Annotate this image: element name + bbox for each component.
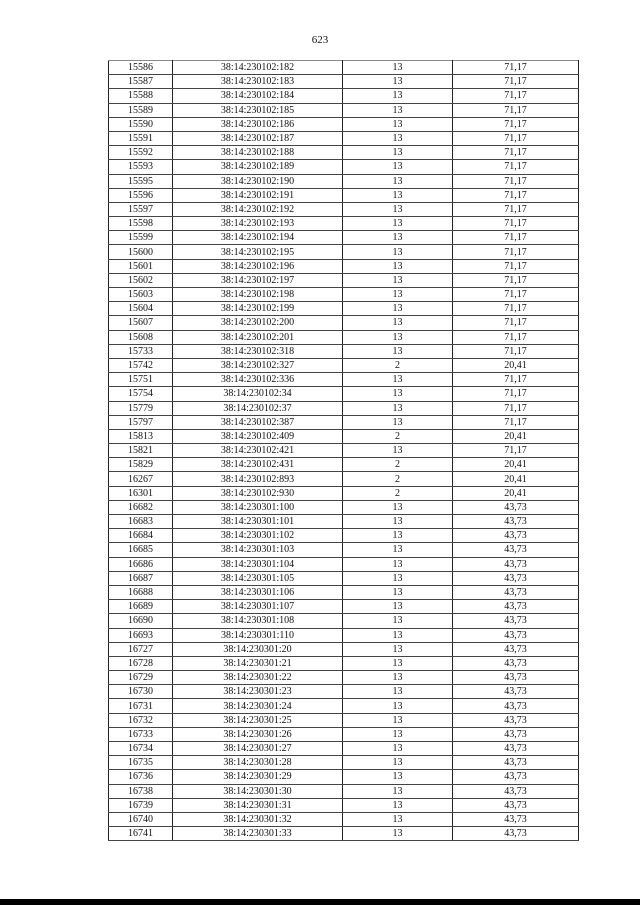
cadastral-number-cell: 38:14:230102:183 bbox=[173, 75, 343, 89]
quantity-cell: 13 bbox=[343, 798, 453, 812]
value-cell: 43,73 bbox=[453, 812, 579, 826]
value-cell: 20,41 bbox=[453, 358, 579, 372]
table-row bbox=[109, 444, 579, 458]
row-number-cell: 16727 bbox=[109, 642, 173, 656]
quantity-cell: 13 bbox=[343, 75, 453, 89]
table-row bbox=[109, 188, 579, 202]
cadastral-number-cell: 38:14:230102:189 bbox=[173, 160, 343, 174]
cadastral-number-cell: 38:14:230102:193 bbox=[173, 217, 343, 231]
value-cell: 43,73 bbox=[453, 628, 579, 642]
row-number-cell: 16683 bbox=[109, 515, 173, 529]
table-row bbox=[109, 727, 579, 741]
cadastral-number-cell: 38:14:230301:27 bbox=[173, 742, 343, 756]
quantity-cell: 13 bbox=[343, 202, 453, 216]
table-row bbox=[109, 685, 579, 699]
value-cell: 43,73 bbox=[453, 543, 579, 557]
quantity-cell: 13 bbox=[343, 642, 453, 656]
value-cell: 71,17 bbox=[453, 146, 579, 160]
cadastral-number-cell: 38:14:230102:318 bbox=[173, 344, 343, 358]
value-cell: 43,73 bbox=[453, 827, 579, 841]
row-number-cell: 15593 bbox=[109, 160, 173, 174]
quantity-cell: 13 bbox=[343, 288, 453, 302]
quantity-cell: 13 bbox=[343, 188, 453, 202]
row-number-cell: 16739 bbox=[109, 798, 173, 812]
table-row bbox=[109, 827, 579, 841]
cadastral-number-cell: 38:14:230301:20 bbox=[173, 642, 343, 656]
quantity-cell: 13 bbox=[343, 217, 453, 231]
value-cell: 43,73 bbox=[453, 770, 579, 784]
quantity-cell: 13 bbox=[343, 273, 453, 287]
quantity-cell: 13 bbox=[343, 259, 453, 273]
table-row bbox=[109, 330, 579, 344]
cadastral-number-cell: 38:14:230102:431 bbox=[173, 458, 343, 472]
row-number-cell: 15604 bbox=[109, 302, 173, 316]
cadastral-number-cell: 38:14:230102:190 bbox=[173, 174, 343, 188]
cadastral-number-cell: 38:14:230102:187 bbox=[173, 131, 343, 145]
table-row bbox=[109, 160, 579, 174]
table-row bbox=[109, 529, 579, 543]
cadastral-number-cell: 38:14:230301:106 bbox=[173, 585, 343, 599]
table-row bbox=[109, 600, 579, 614]
row-number-cell: 16736 bbox=[109, 770, 173, 784]
table-row bbox=[109, 273, 579, 287]
row-number-cell: 16728 bbox=[109, 656, 173, 670]
row-number-cell: 15603 bbox=[109, 288, 173, 302]
quantity-cell: 2 bbox=[343, 358, 453, 372]
table-row bbox=[109, 500, 579, 514]
cadastral-number-cell: 38:14:230102:186 bbox=[173, 117, 343, 131]
table-row bbox=[109, 713, 579, 727]
table-row bbox=[109, 585, 579, 599]
quantity-cell: 13 bbox=[343, 628, 453, 642]
cadastral-number-cell: 38:14:230102:194 bbox=[173, 231, 343, 245]
row-number-cell: 16741 bbox=[109, 827, 173, 841]
cadastral-number-cell: 38:14:230102:184 bbox=[173, 89, 343, 103]
table-row bbox=[109, 89, 579, 103]
table-row bbox=[109, 344, 579, 358]
table-row bbox=[109, 628, 579, 642]
value-cell: 43,73 bbox=[453, 600, 579, 614]
value-cell: 71,17 bbox=[453, 117, 579, 131]
cadastral-number-cell: 38:14:230102:327 bbox=[173, 358, 343, 372]
row-number-cell: 15733 bbox=[109, 344, 173, 358]
row-number-cell: 16731 bbox=[109, 699, 173, 713]
value-cell: 43,73 bbox=[453, 671, 579, 685]
row-number-cell: 16685 bbox=[109, 543, 173, 557]
row-number-cell: 15797 bbox=[109, 415, 173, 429]
cadastral-number-cell: 38:14:230102:34 bbox=[173, 387, 343, 401]
table-row bbox=[109, 784, 579, 798]
row-number-cell: 16682 bbox=[109, 500, 173, 514]
cadastral-number-cell: 38:14:230102:409 bbox=[173, 429, 343, 443]
row-number-cell: 15596 bbox=[109, 188, 173, 202]
cadastral-number-cell: 38:14:230301:23 bbox=[173, 685, 343, 699]
quantity-cell: 13 bbox=[343, 571, 453, 585]
cadastral-number-cell: 38:14:230301:101 bbox=[173, 515, 343, 529]
quantity-cell: 13 bbox=[343, 117, 453, 131]
cadastral-number-cell: 38:14:230102:930 bbox=[173, 486, 343, 500]
cadastral-number-cell: 38:14:230102:185 bbox=[173, 103, 343, 117]
value-cell: 71,17 bbox=[453, 273, 579, 287]
cadastral-number-cell: 38:14:230102:199 bbox=[173, 302, 343, 316]
value-cell: 43,73 bbox=[453, 685, 579, 699]
quantity-cell: 2 bbox=[343, 458, 453, 472]
quantity-cell: 13 bbox=[343, 727, 453, 741]
table-row bbox=[109, 75, 579, 89]
quantity-cell: 13 bbox=[343, 756, 453, 770]
quantity-cell: 13 bbox=[343, 827, 453, 841]
cadastral-number-cell: 38:14:230301:104 bbox=[173, 557, 343, 571]
value-cell: 43,73 bbox=[453, 500, 579, 514]
registry-table-body bbox=[109, 61, 579, 841]
row-number-cell: 16690 bbox=[109, 614, 173, 628]
table-row bbox=[109, 770, 579, 784]
cadastral-number-cell: 38:14:230102:197 bbox=[173, 273, 343, 287]
value-cell: 71,17 bbox=[453, 202, 579, 216]
table-row bbox=[109, 415, 579, 429]
table-row bbox=[109, 146, 579, 160]
table-row bbox=[109, 302, 579, 316]
quantity-cell: 13 bbox=[343, 231, 453, 245]
quantity-cell: 13 bbox=[343, 685, 453, 699]
cadastral-number-cell: 38:14:230102:37 bbox=[173, 401, 343, 415]
cadastral-number-cell: 38:14:230301:29 bbox=[173, 770, 343, 784]
quantity-cell: 13 bbox=[343, 812, 453, 826]
table-row bbox=[109, 671, 579, 685]
table-row bbox=[109, 429, 579, 443]
table-row bbox=[109, 543, 579, 557]
cadastral-number-cell: 38:14:230301:103 bbox=[173, 543, 343, 557]
row-number-cell: 15607 bbox=[109, 316, 173, 330]
row-number-cell: 16684 bbox=[109, 529, 173, 543]
value-cell: 43,73 bbox=[453, 529, 579, 543]
table-row bbox=[109, 316, 579, 330]
table-row bbox=[109, 515, 579, 529]
value-cell: 71,17 bbox=[453, 373, 579, 387]
row-number-cell: 15751 bbox=[109, 373, 173, 387]
row-number-cell: 16738 bbox=[109, 784, 173, 798]
quantity-cell: 13 bbox=[343, 770, 453, 784]
cadastral-number-cell: 38:14:230102:201 bbox=[173, 330, 343, 344]
quantity-cell: 13 bbox=[343, 174, 453, 188]
value-cell: 71,17 bbox=[453, 188, 579, 202]
table-row bbox=[109, 458, 579, 472]
table-row bbox=[109, 131, 579, 145]
table-row bbox=[109, 756, 579, 770]
cadastral-number-cell: 38:14:230301:110 bbox=[173, 628, 343, 642]
page-number: 623 bbox=[311, 34, 329, 46]
value-cell: 43,73 bbox=[453, 756, 579, 770]
table-row bbox=[109, 472, 579, 486]
value-cell: 71,17 bbox=[453, 415, 579, 429]
value-cell: 43,73 bbox=[453, 515, 579, 529]
value-cell: 71,17 bbox=[453, 344, 579, 358]
value-cell: 43,73 bbox=[453, 557, 579, 571]
table-row bbox=[109, 486, 579, 500]
row-number-cell: 16688 bbox=[109, 585, 173, 599]
value-cell: 71,17 bbox=[453, 89, 579, 103]
quantity-cell: 13 bbox=[343, 415, 453, 429]
value-cell: 71,17 bbox=[453, 231, 579, 245]
registry-table bbox=[108, 60, 579, 841]
cadastral-number-cell: 38:14:230102:196 bbox=[173, 259, 343, 273]
row-number-cell: 16267 bbox=[109, 472, 173, 486]
row-number-cell: 16740 bbox=[109, 812, 173, 826]
table-row bbox=[109, 245, 579, 259]
quantity-cell: 13 bbox=[343, 245, 453, 259]
value-cell: 43,73 bbox=[453, 614, 579, 628]
cadastral-number-cell: 38:14:230102:336 bbox=[173, 373, 343, 387]
cadastral-number-cell: 38:14:230301:33 bbox=[173, 827, 343, 841]
row-number-cell: 16693 bbox=[109, 628, 173, 642]
quantity-cell: 13 bbox=[343, 784, 453, 798]
quantity-cell: 2 bbox=[343, 429, 453, 443]
row-number-cell: 16734 bbox=[109, 742, 173, 756]
row-number-cell: 15590 bbox=[109, 117, 173, 131]
value-cell: 71,17 bbox=[453, 302, 579, 316]
cadastral-number-cell: 38:14:230102:200 bbox=[173, 316, 343, 330]
quantity-cell: 13 bbox=[343, 656, 453, 670]
cadastral-number-cell: 38:14:230102:192 bbox=[173, 202, 343, 216]
table-row bbox=[109, 358, 579, 372]
quantity-cell: 13 bbox=[343, 444, 453, 458]
row-number-cell: 15742 bbox=[109, 358, 173, 372]
row-number-cell: 15600 bbox=[109, 245, 173, 259]
row-number-cell: 15599 bbox=[109, 231, 173, 245]
table-row bbox=[109, 217, 579, 231]
quantity-cell: 13 bbox=[343, 146, 453, 160]
scan-bottom-edge bbox=[0, 899, 640, 905]
row-number-cell: 15821 bbox=[109, 444, 173, 458]
cadastral-number-cell: 38:14:230301:32 bbox=[173, 812, 343, 826]
quantity-cell: 13 bbox=[343, 387, 453, 401]
cadastral-number-cell: 38:14:230301:26 bbox=[173, 727, 343, 741]
table-row bbox=[109, 812, 579, 826]
cadastral-number-cell: 38:14:230102:421 bbox=[173, 444, 343, 458]
table-row bbox=[109, 571, 579, 585]
value-cell: 20,41 bbox=[453, 486, 579, 500]
row-number-cell: 16686 bbox=[109, 557, 173, 571]
row-number-cell: 15587 bbox=[109, 75, 173, 89]
value-cell: 20,41 bbox=[453, 458, 579, 472]
quantity-cell: 13 bbox=[343, 401, 453, 415]
quantity-cell: 13 bbox=[343, 89, 453, 103]
row-number-cell: 15829 bbox=[109, 458, 173, 472]
quantity-cell: 13 bbox=[343, 614, 453, 628]
table-row bbox=[109, 656, 579, 670]
value-cell: 43,73 bbox=[453, 742, 579, 756]
table-row bbox=[109, 103, 579, 117]
value-cell: 43,73 bbox=[453, 713, 579, 727]
table-row bbox=[109, 202, 579, 216]
row-number-cell: 15601 bbox=[109, 259, 173, 273]
cadastral-number-cell: 38:14:230301:24 bbox=[173, 699, 343, 713]
row-number-cell: 16689 bbox=[109, 600, 173, 614]
value-cell: 71,17 bbox=[453, 217, 579, 231]
row-number-cell: 16730 bbox=[109, 685, 173, 699]
table-row bbox=[109, 174, 579, 188]
value-cell: 43,73 bbox=[453, 798, 579, 812]
value-cell: 71,17 bbox=[453, 160, 579, 174]
value-cell: 71,17 bbox=[453, 444, 579, 458]
quantity-cell: 13 bbox=[343, 699, 453, 713]
quantity-cell: 13 bbox=[343, 515, 453, 529]
row-number-cell: 15813 bbox=[109, 429, 173, 443]
row-number-cell: 16732 bbox=[109, 713, 173, 727]
value-cell: 43,73 bbox=[453, 642, 579, 656]
cadastral-number-cell: 38:14:230301:107 bbox=[173, 600, 343, 614]
cadastral-number-cell: 38:14:230301:105 bbox=[173, 571, 343, 585]
quantity-cell: 13 bbox=[343, 302, 453, 316]
table-row bbox=[109, 699, 579, 713]
table-row bbox=[109, 387, 579, 401]
value-cell: 71,17 bbox=[453, 387, 579, 401]
value-cell: 71,17 bbox=[453, 103, 579, 117]
quantity-cell: 2 bbox=[343, 472, 453, 486]
quantity-cell: 13 bbox=[343, 344, 453, 358]
cadastral-number-cell: 38:14:230301:31 bbox=[173, 798, 343, 812]
cadastral-number-cell: 38:14:230301:108 bbox=[173, 614, 343, 628]
cadastral-number-cell: 38:14:230102:387 bbox=[173, 415, 343, 429]
cadastral-number-cell: 38:14:230301:100 bbox=[173, 500, 343, 514]
value-cell: 43,73 bbox=[453, 585, 579, 599]
cadastral-number-cell: 38:14:230102:893 bbox=[173, 472, 343, 486]
value-cell: 71,17 bbox=[453, 245, 579, 259]
quantity-cell: 13 bbox=[343, 316, 453, 330]
cadastral-number-cell: 38:14:230301:21 bbox=[173, 656, 343, 670]
quantity-cell: 13 bbox=[343, 585, 453, 599]
row-number-cell: 15591 bbox=[109, 131, 173, 145]
value-cell: 71,17 bbox=[453, 174, 579, 188]
value-cell: 71,17 bbox=[453, 401, 579, 415]
quantity-cell: 13 bbox=[343, 600, 453, 614]
value-cell: 71,17 bbox=[453, 75, 579, 89]
quantity-cell: 13 bbox=[343, 131, 453, 145]
quantity-cell: 13 bbox=[343, 330, 453, 344]
table-row bbox=[109, 742, 579, 756]
row-number-cell: 16687 bbox=[109, 571, 173, 585]
quantity-cell: 13 bbox=[343, 103, 453, 117]
row-number-cell: 16733 bbox=[109, 727, 173, 741]
row-number-cell: 15779 bbox=[109, 401, 173, 415]
cadastral-number-cell: 38:14:230102:182 bbox=[173, 61, 343, 75]
quantity-cell: 13 bbox=[343, 543, 453, 557]
table-row bbox=[109, 614, 579, 628]
table-row bbox=[109, 373, 579, 387]
row-number-cell: 15598 bbox=[109, 217, 173, 231]
table-row bbox=[109, 117, 579, 131]
table-row bbox=[109, 642, 579, 656]
table-row bbox=[109, 259, 579, 273]
value-cell: 71,17 bbox=[453, 61, 579, 75]
cadastral-number-cell: 38:14:230301:102 bbox=[173, 529, 343, 543]
value-cell: 71,17 bbox=[453, 259, 579, 273]
cadastral-number-cell: 38:14:230102:191 bbox=[173, 188, 343, 202]
row-number-cell: 15754 bbox=[109, 387, 173, 401]
table-row bbox=[109, 798, 579, 812]
quantity-cell: 13 bbox=[343, 61, 453, 75]
table-row bbox=[109, 288, 579, 302]
quantity-cell: 13 bbox=[343, 713, 453, 727]
value-cell: 43,73 bbox=[453, 699, 579, 713]
row-number-cell: 15588 bbox=[109, 89, 173, 103]
table-row bbox=[109, 401, 579, 415]
quantity-cell: 13 bbox=[343, 500, 453, 514]
table-row bbox=[109, 557, 579, 571]
value-cell: 43,73 bbox=[453, 727, 579, 741]
value-cell: 20,41 bbox=[453, 429, 579, 443]
value-cell: 43,73 bbox=[453, 784, 579, 798]
cadastral-number-cell: 38:14:230301:28 bbox=[173, 756, 343, 770]
cadastral-number-cell: 38:14:230102:195 bbox=[173, 245, 343, 259]
cadastral-number-cell: 38:14:230102:188 bbox=[173, 146, 343, 160]
value-cell: 71,17 bbox=[453, 316, 579, 330]
row-number-cell: 15592 bbox=[109, 146, 173, 160]
quantity-cell: 13 bbox=[343, 671, 453, 685]
quantity-cell: 13 bbox=[343, 160, 453, 174]
cadastral-number-cell: 38:14:230102:198 bbox=[173, 288, 343, 302]
value-cell: 43,73 bbox=[453, 656, 579, 670]
row-number-cell: 15608 bbox=[109, 330, 173, 344]
row-number-cell: 16301 bbox=[109, 486, 173, 500]
cadastral-number-cell: 38:14:230301:22 bbox=[173, 671, 343, 685]
value-cell: 20,41 bbox=[453, 472, 579, 486]
row-number-cell: 15595 bbox=[109, 174, 173, 188]
value-cell: 71,17 bbox=[453, 131, 579, 145]
table-row bbox=[109, 231, 579, 245]
quantity-cell: 13 bbox=[343, 373, 453, 387]
value-cell: 71,17 bbox=[453, 288, 579, 302]
cadastral-number-cell: 38:14:230301:30 bbox=[173, 784, 343, 798]
row-number-cell: 16729 bbox=[109, 671, 173, 685]
table-row bbox=[109, 61, 579, 75]
quantity-cell: 13 bbox=[343, 557, 453, 571]
row-number-cell: 15597 bbox=[109, 202, 173, 216]
row-number-cell: 16735 bbox=[109, 756, 173, 770]
value-cell: 43,73 bbox=[453, 571, 579, 585]
quantity-cell: 13 bbox=[343, 742, 453, 756]
quantity-cell: 13 bbox=[343, 529, 453, 543]
row-number-cell: 15602 bbox=[109, 273, 173, 287]
quantity-cell: 2 bbox=[343, 486, 453, 500]
row-number-cell: 15586 bbox=[109, 61, 173, 75]
cadastral-number-cell: 38:14:230301:25 bbox=[173, 713, 343, 727]
row-number-cell: 15589 bbox=[109, 103, 173, 117]
value-cell: 71,17 bbox=[453, 330, 579, 344]
